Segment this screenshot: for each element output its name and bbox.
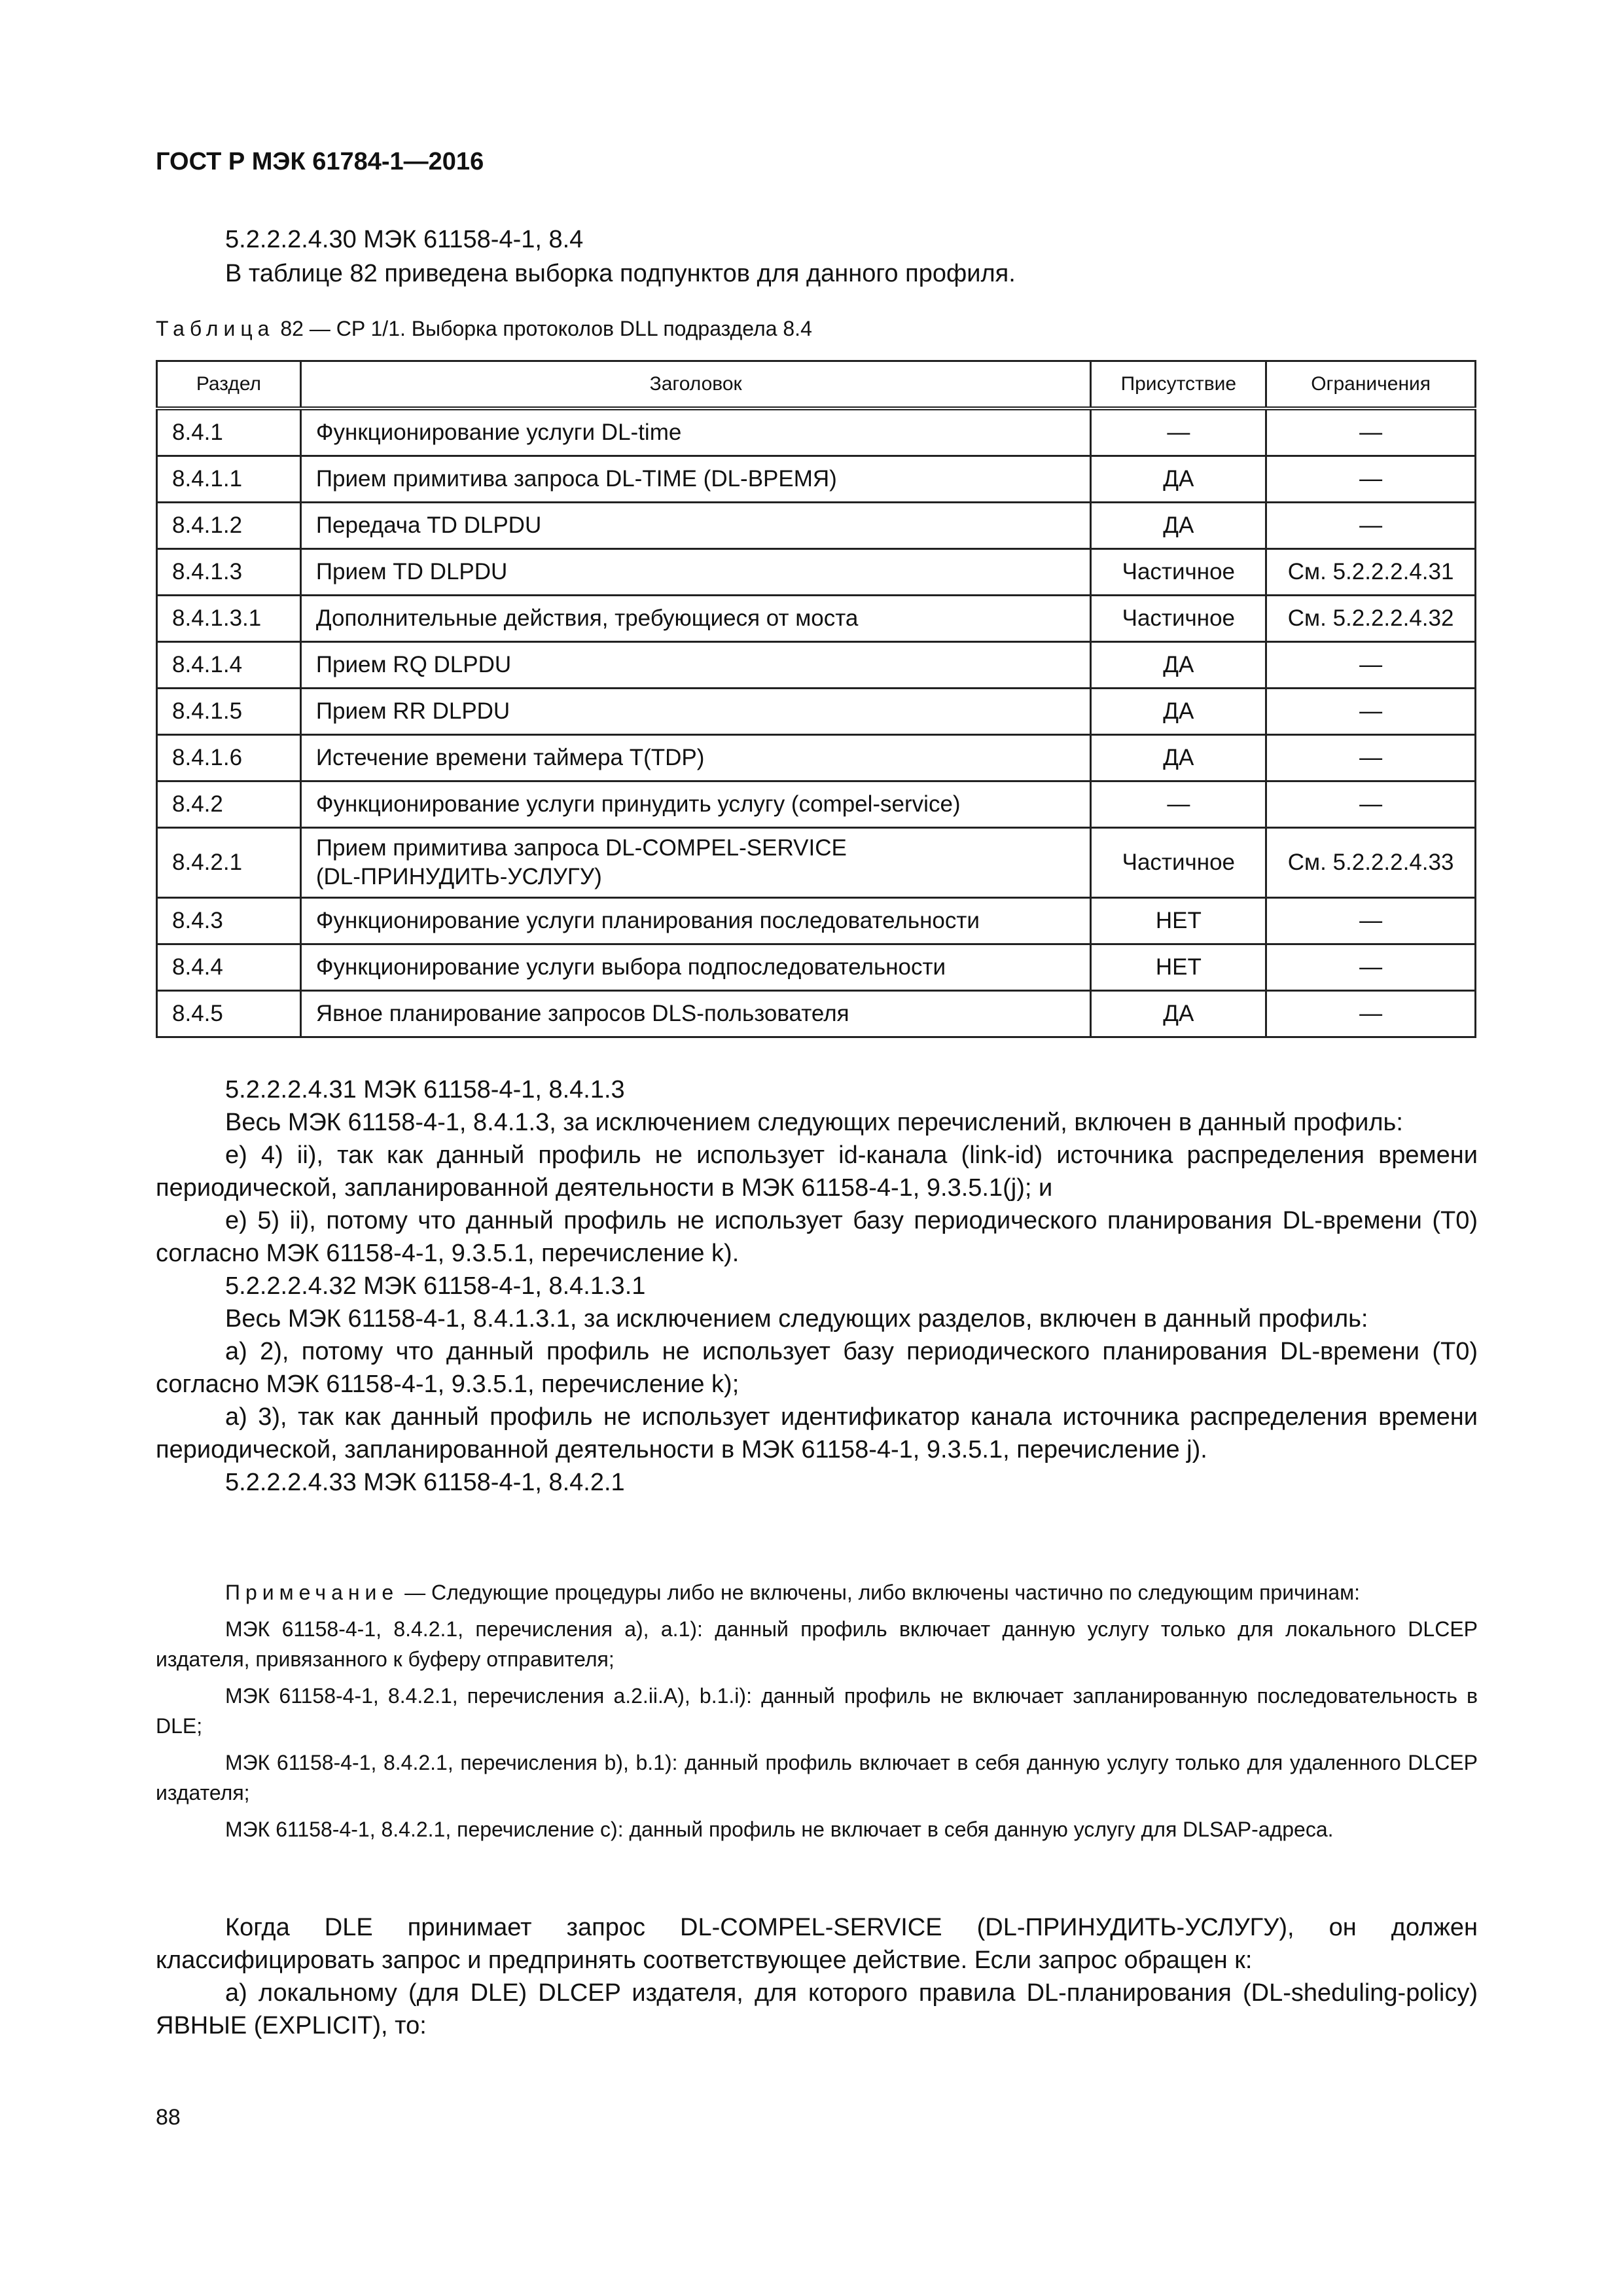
paragraph: Когда DLE принимает запрос DL-COMPEL-SERVICE (DL-ПРИНУДИТЬ-УСЛУГУ), он должен классифицировать запрос и предпринять соответствующее действие. Если запрос обращен к: xyxy=(156,1914,1478,1974)
cell-section: 8.4.3 xyxy=(157,898,301,944)
cell-limits: — xyxy=(1266,642,1476,689)
cell-limits: См. 5.2.2.2.4.31 xyxy=(1266,549,1476,596)
column-header-presence: Присутствие xyxy=(1091,361,1266,409)
table-row xyxy=(157,944,1476,991)
cell-limits: — xyxy=(1266,408,1476,456)
cell-section: 8.4.1.3 xyxy=(157,549,301,596)
cell-section: 8.4.1.4 xyxy=(157,642,301,689)
cell-presence: Частичное xyxy=(1091,828,1266,898)
clause-heading: 5.2.2.2.4.31 МЭК 61158-4-1, 8.4.1.3 xyxy=(225,1076,625,1103)
intro-sentence: В таблице 82 приведена выборка подпунктов для данного профиля. xyxy=(225,260,1016,287)
paragraph: е) 5) ii), потому что данный профиль не использует базу периодического планирования DL-времени (T0) согласно МЭК 61158-4-1, 9.3.5.1, перечисление k). xyxy=(156,1207,1478,1267)
table-row xyxy=(157,503,1476,549)
table-caption-word: Таблица xyxy=(156,317,275,340)
cell-presence: ДА xyxy=(1091,456,1266,503)
table-row xyxy=(157,828,1476,898)
cell-limits: — xyxy=(1266,735,1476,781)
cell-presence: ДА xyxy=(1091,689,1266,735)
cell-presence: ДА xyxy=(1091,991,1266,1037)
note-item: МЭК 61158-4-1, 8.4.2.1, перечисления а.2.ii.A), b.1.i): данный профиль не включает запланированную последовательность в DLE; xyxy=(156,1684,1478,1738)
cell-presence: — xyxy=(1091,408,1266,456)
cell-limits: — xyxy=(1266,944,1476,991)
table-row xyxy=(157,549,1476,596)
cell-section: 8.4.2 xyxy=(157,781,301,828)
clause-heading: 5.2.2.2.4.33 МЭК 61158-4-1, 8.4.2.1 xyxy=(225,1469,625,1496)
note-label: Примечание xyxy=(225,1581,399,1604)
cell-presence: ДА xyxy=(1091,735,1266,781)
cell-presence: НЕТ xyxy=(1091,944,1266,991)
cell-section: 8.4.1.5 xyxy=(157,689,301,735)
section-reference: 5.2.2.2.4.30 МЭК 61158-4-1, 8.4 xyxy=(225,226,584,253)
column-header-limits: Ограничения xyxy=(1266,361,1476,409)
cell-title: Прием TD DLPDU xyxy=(300,549,1091,596)
clause-heading: 5.2.2.2.4.32 МЭК 61158-4-1, 8.4.1.3.1 xyxy=(225,1272,646,1300)
paragraph: е) 4) ii), так как данный профиль не использует id-канала (link-id) источника распределения времени периодической, запланированной деятельности в МЭК 61158-4-1, 9.3.5.1(j); и xyxy=(156,1141,1478,1202)
note-intro xyxy=(156,1577,1478,1607)
cell-title: Функционирование услуги принудить услугу (compel-service) xyxy=(300,781,1091,828)
cell-section: 8.4.4 xyxy=(157,944,301,991)
table-row xyxy=(157,735,1476,781)
cell-title: Истечение времени таймера T(TDP) xyxy=(300,735,1091,781)
standard-header: ГОСТ Р МЭК 61784-1—2016 xyxy=(156,148,484,175)
paragraph: а) 3), так как данный профиль не использует идентификатор канала источника распределения времени периодической, запланированной деятельности в МЭК 61158-4-1, 9.3.5.1, перечисление j). xyxy=(156,1403,1478,1463)
cell-limits: — xyxy=(1266,991,1476,1037)
cell-title: Явное планирование запросов DLS-пользователя xyxy=(300,991,1091,1037)
cell-presence: ДА xyxy=(1091,503,1266,549)
cell-limits: См. 5.2.2.2.4.32 xyxy=(1266,596,1476,642)
cell-title: Передача TD DLPDU xyxy=(300,503,1091,549)
cell-limits: — xyxy=(1266,456,1476,503)
cell-title: Прием RR DLPDU xyxy=(300,689,1091,735)
note-block xyxy=(156,1577,1478,1851)
table-caption xyxy=(156,317,812,341)
table-row xyxy=(157,596,1476,642)
table-row xyxy=(157,456,1476,503)
cell-limits: — xyxy=(1266,503,1476,549)
cell-section: 8.4.1.6 xyxy=(157,735,301,781)
column-header-title: Заголовок xyxy=(300,361,1091,409)
table-row xyxy=(157,689,1476,735)
note-intro-text: — Следующие процедуры либо не включены, либо включены частично по следующим причинам: xyxy=(399,1581,1360,1604)
cell-section: 8.4.1 xyxy=(157,408,301,456)
table-row xyxy=(157,991,1476,1037)
cell-title: Дополнительные действия, требующиеся от моста xyxy=(300,596,1091,642)
cell-presence: НЕТ xyxy=(1091,898,1266,944)
column-header-section: Раздел xyxy=(157,361,301,409)
cell-limits: — xyxy=(1266,689,1476,735)
cell-section: 8.4.1.2 xyxy=(157,503,301,549)
table-row xyxy=(157,408,1476,456)
table-header-row xyxy=(157,361,1476,409)
cell-presence: Частичное xyxy=(1091,596,1266,642)
cell-title: Функционирование услуги выбора подпоследовательности xyxy=(300,944,1091,991)
cell-title: Прием RQ DLPDU xyxy=(300,642,1091,689)
cell-limits: — xyxy=(1266,781,1476,828)
note-item: МЭК 61158-4-1, 8.4.2.1, перечисления b), b.1): данный профиль включает в себя данную услугу только для удаленного DLCEP издателя; xyxy=(156,1751,1478,1804)
cell-presence: Частичное xyxy=(1091,549,1266,596)
clauses-block xyxy=(156,1073,1478,1499)
table-row xyxy=(157,781,1476,828)
cell-section: 8.4.1.3.1 xyxy=(157,596,301,642)
cell-title: Прием примитива запроса DL-TIME (DL-ВРЕМЯ) xyxy=(300,456,1091,503)
cell-section: 8.4.1.1 xyxy=(157,456,301,503)
paragraph: а) 2), потому что данный профиль не использует базу периодического планирования DL-времени (T0) согласно МЭК 61158-4-1, 9.3.5.1, перечисление k); xyxy=(156,1338,1478,1398)
table-row xyxy=(157,642,1476,689)
table-row xyxy=(157,898,1476,944)
cell-title xyxy=(300,828,1091,898)
protocol-selection-table xyxy=(156,360,1476,1038)
cell-section: 8.4.2.1 xyxy=(157,828,301,898)
cell-title: Функционирование услуги DL-time xyxy=(300,408,1091,456)
cell-limits: — xyxy=(1266,898,1476,944)
cell-title: Функционирование услуги планирования последовательности xyxy=(300,898,1091,944)
intro-block xyxy=(156,223,1478,291)
paragraph: а) локальному (для DLE) DLCEP издателя, для которого правила DL-планирования (DL-sheduling-policy) ЯВНЫЕ (EXPLICIT), то: xyxy=(156,1979,1478,2039)
page-number: 88 xyxy=(156,2105,181,2130)
cell-title-line: (DL-ПРИНУДИТЬ-УСЛУГУ) xyxy=(315,864,602,889)
final-block xyxy=(156,1911,1478,2042)
table-caption-text: 82 — CP 1/1. Выборка протоколов DLL подраздела 8.4 xyxy=(274,317,812,340)
paragraph: Весь МЭК 61158-4-1, 8.4.1.3.1, за исключением следующих разделов, включен в данный профиль: xyxy=(225,1305,1368,1333)
cell-presence: — xyxy=(1091,781,1266,828)
paragraph: Весь МЭК 61158-4-1, 8.4.1.3, за исключением следующих перечислений, включен в данный профиль: xyxy=(225,1109,1403,1136)
cell-limits: См. 5.2.2.2.4.33 xyxy=(1266,828,1476,898)
cell-title-line: Прием примитива запроса DL-COMPEL-SERVICE xyxy=(315,835,847,861)
note-item: МЭК 61158-4-1, 8.4.2.1, перечисление с): данный профиль не включает в себя данную услугу для DLSAP-адреса. xyxy=(225,1818,1334,1841)
note-item: МЭК 61158-4-1, 8.4.2.1, перечисления а), а.1): данный профиль включает данную услугу только для локального DLCEP издателя, привязанного к буферу отправителя; xyxy=(156,1617,1478,1671)
cell-presence: ДА xyxy=(1091,642,1266,689)
cell-section: 8.4.5 xyxy=(157,991,301,1037)
